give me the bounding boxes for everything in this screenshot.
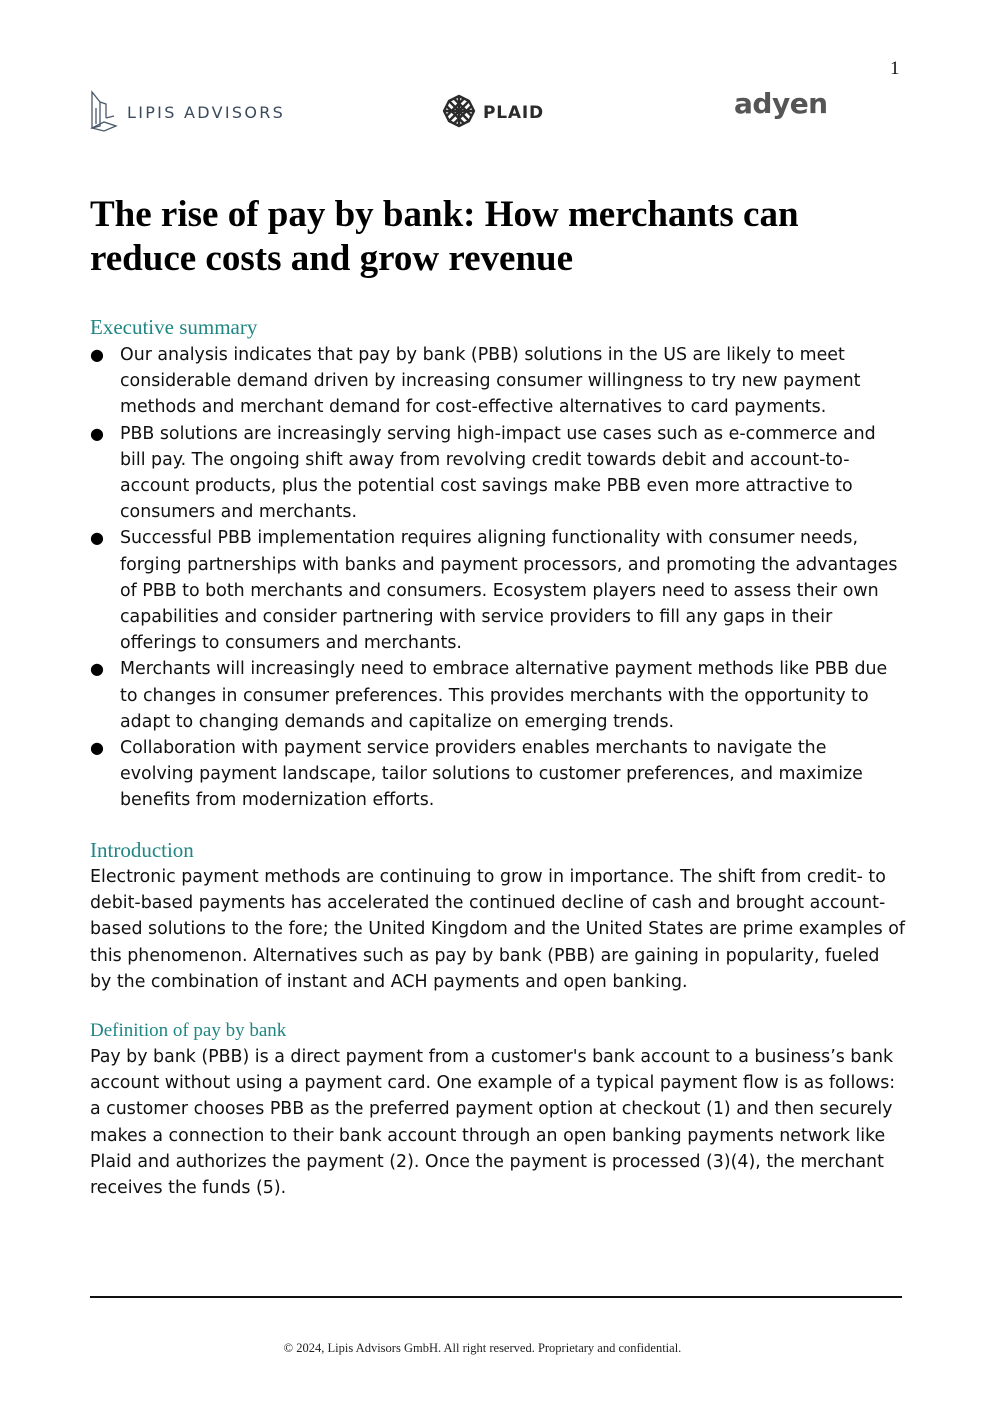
list-item-text: Our analysis indicates that pay by bank (PBB) solutions in the US are likely to meet considerable demand driven by increasing consumer willingness to try new payment methods and merchant demand for cost-effective alternatives to card payments.: [120, 345, 861, 418]
executive-summary-list: [90, 342, 905, 814]
lipis-building-icon: [90, 88, 118, 136]
bullet-icon: ●: [90, 345, 104, 364]
footer-divider: [90, 1296, 902, 1298]
list-item-text: Collaboration with payment service providers enables merchants to navigate the evolving payment landscape, tailor solutions to customer preferences, and maximize benefits from modernization efforts.: [120, 738, 863, 811]
bullet-icon: ●: [90, 528, 104, 548]
introduction-heading: Introduction: [90, 838, 194, 862]
bullet-icon: ●: [90, 423, 104, 443]
definition-paragraph: Pay by bank (PBB) is a direct payment from a customer's bank account to a business’s bank account without using a payment card. One example of a typical payment flow is as follows: a customer chooses PBB as the preferred payment option at checkout (1) and then securely makes a connection to their bank account through an open banking payments network like Plaid and authorizes the payment (2). Once the payment is processed (3)(4), the merchant receives the funds (5).: [90, 1047, 896, 1199]
adyen-wordmark: adyen: [734, 87, 828, 120]
list-item: [90, 656, 905, 735]
page-number: 1: [890, 58, 900, 79]
definition-heading: Definition of pay by bank: [90, 1020, 287, 1041]
lipis-advisors-logo: [90, 88, 285, 136]
plaid-wordmark: PLAID: [483, 103, 544, 123]
list-item: [90, 735, 905, 814]
document-title: The rise of pay by bank: How merchants can reduce costs and grow revenue: [90, 194, 799, 279]
lipis-wordmark: LIPIS ADVISORS: [127, 102, 286, 122]
footer-copyright: © 2024, Lipis Advisors GmbH. All right reserved. Proprietary and confidential.: [283, 1341, 682, 1355]
adyen-logo: [734, 87, 828, 120]
list-item: [90, 525, 905, 656]
plaid-lattice-icon: [442, 94, 476, 132]
plaid-logo: [442, 94, 544, 132]
bullet-icon: ●: [90, 738, 104, 758]
list-item: [90, 342, 905, 421]
list-item-text: PBB solutions are increasingly serving high-impact use cases such as e-commerce and bill pay. The ongoing shift away from revolving credit towards debit and account-to-account products, plus the potential cost savings make PBB even more attractive to consumers and merchants.: [120, 423, 876, 523]
executive-summary-heading: Executive summary: [90, 315, 258, 339]
list-item-text: Successful PBB implementation requires aligning functionality with consumer needs, forging partnerships with banks and payment processors, and promoting the advantages of PBB to both merchants and consumers. Ecosystem players need to assess their own capabilities and consider partnering with service providers to fill any gaps in their offerings to consumers and merchants.: [120, 528, 898, 654]
introduction-paragraph: Electronic payment methods are continuing to grow in importance. The shift from credit- to debit-based payments has accelerated the continued decline of cash and brought account-based solutions to the fore; the United Kingdom and the United States are prime examples of this phenomenon. Alternatives such as pay by bank (PBB) are gaining in popularity, fueled by the combination of instant and ACH payments and open banking.: [90, 867, 905, 992]
bullet-icon: ●: [90, 659, 104, 679]
list-item: [90, 421, 905, 526]
list-item-text: Merchants will increasingly need to embrace alternative payment methods like PBB due to changes in consumer preferences. This provides merchants with the opportunity to adapt to changing demands and capitalize on emerging trends.: [120, 659, 888, 732]
